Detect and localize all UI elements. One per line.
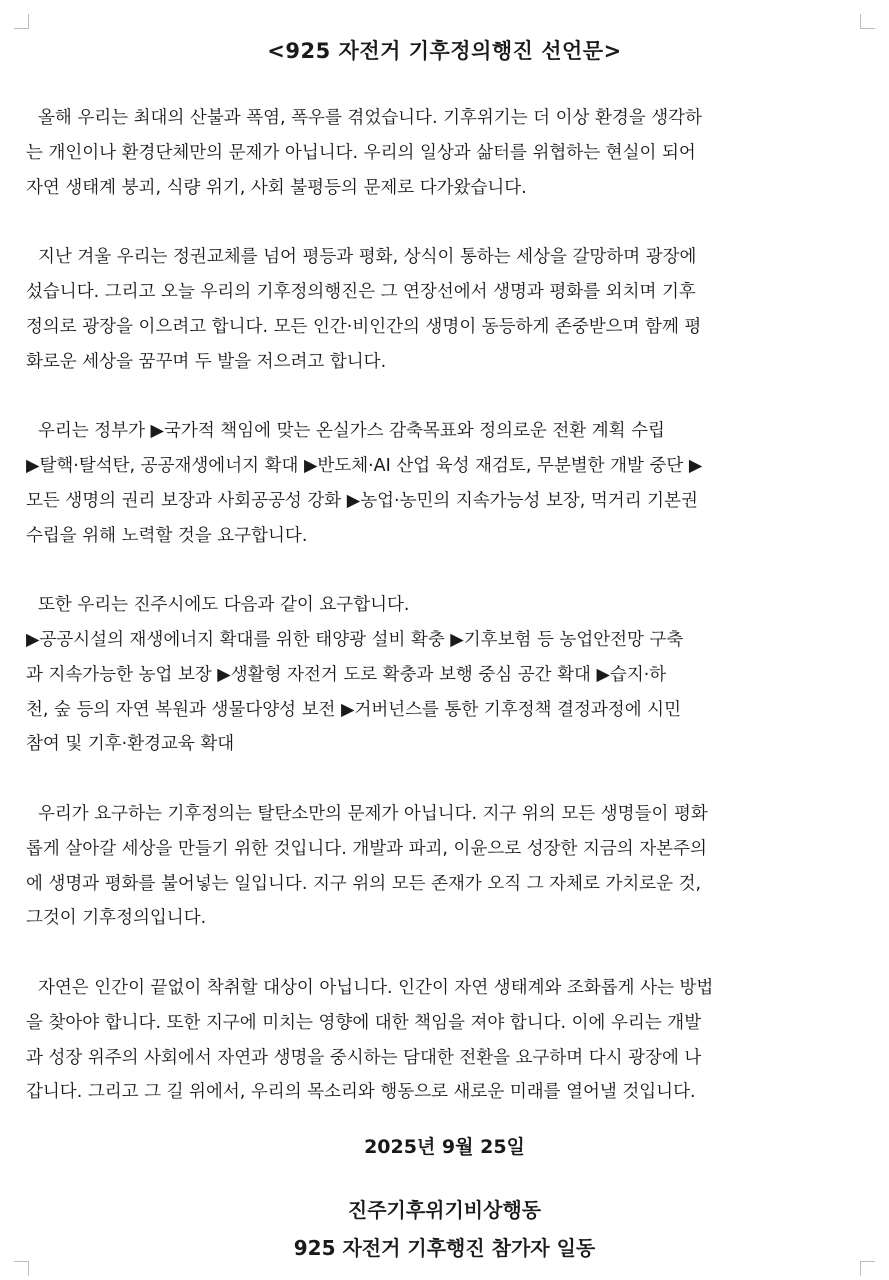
signer-organization: 진주기후위기비상행동 <box>347 1198 542 1222</box>
paragraph-line: 갑니다. 그리고 그 길 위에서, 우리의 목소리와 행동으로 새로운 미래를 열어낼 것입니다. <box>26 1082 696 1103</box>
paragraph-line: 을 찾아야 합니다. 또한 지구에 미치는 영향에 대한 책임을 져야 합니다. 이에 우리는 개발 <box>26 1012 702 1033</box>
paragraph-line: 우리가 요구하는 기후정의는 탈탄소만의 문제가 아닙니다. 지구 위의 모든 생명들이 평화 <box>38 803 708 824</box>
paragraph-line: 수립을 위해 노력할 것을 요구합니다. <box>26 525 308 546</box>
paragraph-line: 그것이 기후정의입니다. <box>26 908 207 929</box>
paragraph-line: 참여 및 기후·환경교육 확대 <box>26 734 235 755</box>
signer-participants: 925 자전거 기후행진 참가자 일동 <box>293 1236 596 1260</box>
declaration-paragraph <box>26 588 862 762</box>
paragraph-line: 과 지속가능한 농업 보장 ▶생활형 자전거 도로 확충과 보행 중심 공간 확대 ▶습지·하 <box>26 664 667 685</box>
declaration-paragraph <box>26 101 862 205</box>
declaration-date: 2025년 9월 25일 <box>364 1136 525 1158</box>
page-corner-mark-top-right <box>860 14 875 29</box>
paragraph-line: 올해 우리는 최대의 산불과 폭염, 폭우를 겪었습니다. 기후위기는 더 이상 환경을 생각하 <box>38 108 702 128</box>
paragraph-line: 지난 겨울 우리는 정권교체를 넘어 평등과 평화, 상식이 통하는 세상을 갈망하며 광장에 <box>38 247 697 268</box>
page-corner-mark-top-left <box>14 14 29 29</box>
document-body <box>26 101 862 1145</box>
paragraph-line: 또한 우리는 진주시에도 다음과 같이 요구합니다. <box>38 595 410 616</box>
paragraph-line: 섰습니다. 그리고 오늘 우리의 기후정의행진은 그 연장선에서 생명과 평화를 외치며 기후 <box>26 281 696 302</box>
paragraph-line: 우리는 정부가 ▶국가적 책임에 맞는 온실가스 감축목표와 정의로운 전환 계획 수립 <box>38 421 665 442</box>
paragraph-line: 롭게 살아갈 세상을 만들기 위한 것입니다. 개발과 파괴, 이윤으로 성장한 지금의 자본주의 <box>26 838 707 859</box>
paragraph-line: 화로운 세상을 꿈꾸며 두 발을 저으려고 합니다. <box>26 351 387 372</box>
paragraph-line: ▶공공시설의 재생에너지 확대를 위한 태양광 설비 확충 ▶기후보험 등 농업안전망 구축 <box>26 629 684 650</box>
declaration-paragraph <box>26 414 862 553</box>
document-title: <925 자전거 기후정의행진 선언문> <box>267 39 622 63</box>
declaration-paragraph <box>26 971 862 1110</box>
paragraph-line: 천, 숲 등의 자연 복원과 생물다양성 보전 ▶거버넌스를 통한 기후정책 결정과정에 시민 <box>26 699 681 720</box>
paragraph-line: 과 성장 위주의 사회에서 자연과 생명을 중시하는 담대한 전환을 요구하며 다시 광장에 나 <box>26 1047 702 1068</box>
paragraph-line: 자연 생태계 붕괴, 식량 위기, 사회 불평등의 문제로 다가왔습니다. <box>26 177 527 198</box>
paragraph-line: 에 생명과 평화를 불어넣는 일입니다. 지구 위의 모든 존재가 오직 그 자체로 가치로운 것, <box>26 873 702 894</box>
paragraph-line: 정의로 광장을 이으려고 합니다. 모든 인간·비인간의 생명이 동등하게 존중받으며 함께 평 <box>26 316 702 337</box>
declaration-paragraph <box>26 240 862 379</box>
page-corner-mark-bottom-right <box>860 1261 875 1276</box>
paragraph-line: 는 개인이나 환경단체만의 문제가 아닙니다. 우리의 일상과 삶터를 위협하는 현실이 되어 <box>26 142 696 163</box>
paragraph-line: ▶탈핵·탈석탄, 공공재생에너지 확대 ▶반도체·AI 산업 육성 재검토, 무분별한 개발 중단 ▶ <box>26 455 703 476</box>
page-corner-mark-bottom-left <box>14 1261 29 1276</box>
paragraph-line: 자연은 인간이 끝없이 착취할 대상이 아닙니다. 인간이 자연 생태계와 조화롭게 사는 방법 <box>38 977 714 998</box>
declaration-paragraph <box>26 797 862 936</box>
paragraph-line: 모든 생명의 권리 보장과 사회공공성 강화 ▶농업·농민의 지속가능성 보장, 먹거리 기본권 <box>26 490 698 511</box>
